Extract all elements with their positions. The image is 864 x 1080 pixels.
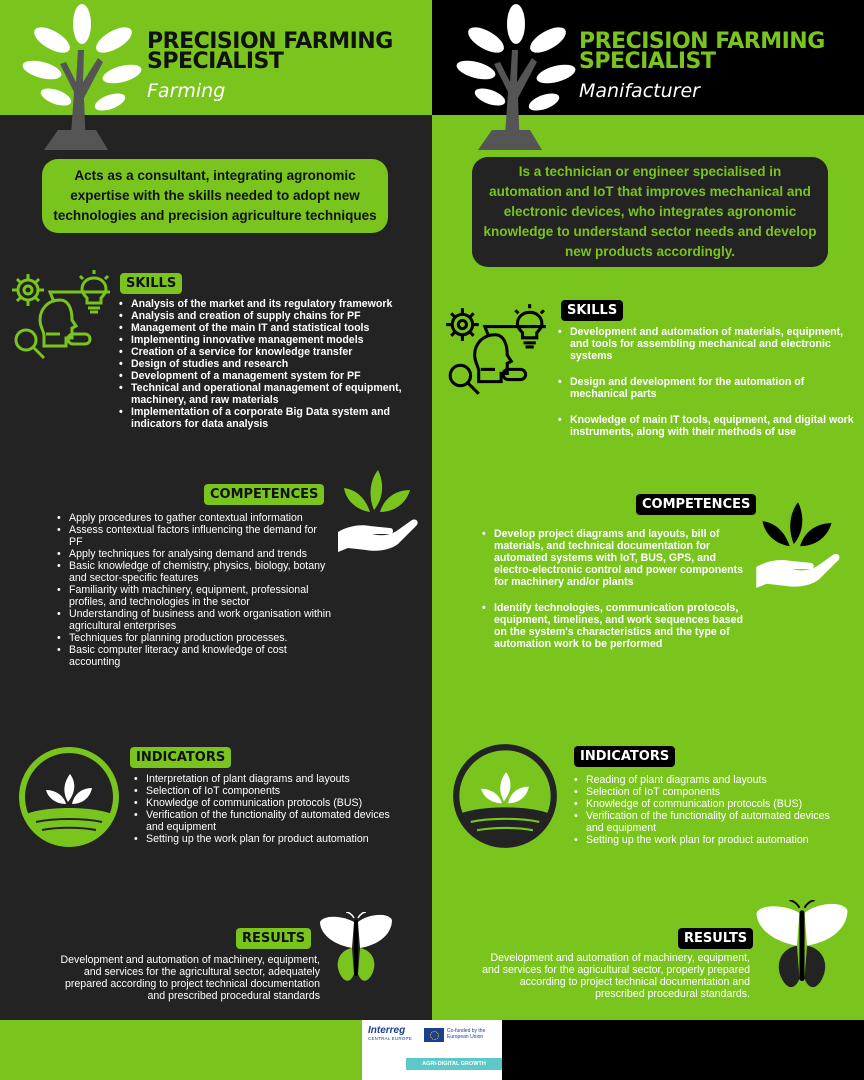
left-indicators-label: INDICATORS	[130, 747, 231, 768]
right-indicators-label: INDICATORS	[574, 746, 675, 767]
tree-logo-icon	[446, 2, 576, 150]
skills-head-gears-icon	[440, 302, 548, 396]
project-banner: AGRI-DIGITAL GROWTH	[406, 1058, 502, 1070]
left-subtitle: Farming	[147, 80, 226, 102]
left-indicators-list	[133, 773, 403, 845]
butterfly-icon	[754, 900, 850, 994]
list-item: • Develop project diagrams and layouts, bill of materials, and technical documentation for automated systems with IoT, BUS, GPS, and electro-electronic control and power components for machinery and/or plants	[481, 528, 757, 588]
right-title: PRECISION FARMING SPECIALIST	[579, 29, 825, 74]
list-item: • Verification of the functionality of automated devices and equipment	[133, 809, 403, 833]
list-item: • Basic computer literacy and knowledge of cost accounting	[56, 644, 332, 668]
list-item: • Basic knowledge of chemistry, physics, biology, botany and sector-specific features	[56, 560, 332, 584]
list-item: • Selection of IoT components	[573, 786, 843, 798]
list-item: • Management of the main IT and statistical tools	[118, 322, 418, 334]
list-item: • Development and automation of materials, equipment, and tools for assembling mechanical and electronic systems	[557, 326, 857, 362]
list-item: • Implementation of a corporate Big Data system and indicators for data analysis	[118, 406, 418, 430]
list-item: • Creation of a service for knowledge transfer	[118, 346, 418, 358]
list-item: • Design and development for the automation of mechanical parts	[557, 376, 857, 400]
right-callout: Is a technician or engineer specialised in automation and IoT that improves mechanical and electronic devices, who integrates agronomic knowledge to understand sector needs and develop new products accordingly.	[472, 157, 828, 267]
list-item: • Analysis of the market and its regulatory framework	[118, 298, 418, 310]
skills-head-gears-icon	[6, 268, 112, 360]
field-sprout-icon	[450, 741, 560, 851]
list-item: • Familiarity with machinery, equipment, professional profiles, and technologies in the sector	[56, 584, 332, 608]
list-item: • Setting up the work plan for product automation	[133, 833, 403, 845]
interreg-logo: Interreg CENTRAL EUROPE	[368, 1025, 412, 1041]
right-skills-label: SKILLS	[561, 300, 623, 321]
footer-bg-left	[0, 1020, 362, 1080]
right-results-text: Development and automation of machinery, equipment, and services for the agricultural sector, properly prepared according to project technical documentation and prescribed procedural standards.	[482, 952, 750, 1000]
right-skills-list	[557, 326, 857, 452]
list-item: • Design of studies and research	[118, 358, 418, 370]
right-subtitle: Manifacturer	[579, 80, 700, 102]
list-item: • Verification of the functionality of automated devices and equipment	[573, 810, 843, 834]
list-item: • Knowledge of main IT tools, equipment, and digital work instruments, along with their methods of use	[557, 414, 857, 438]
list-item: • Selection of IoT components	[133, 785, 403, 797]
right-competences-list	[481, 528, 757, 664]
hand-plant-icon	[752, 496, 842, 590]
left-title: PRECISION FARMING SPECIALIST	[147, 29, 393, 74]
list-item: • Reading of plant diagrams and layouts	[573, 774, 843, 786]
list-item: • Interpretation of plant diagrams and layouts	[133, 773, 403, 785]
list-item: • Assess contextual factors influencing the demand for PF	[56, 524, 332, 548]
list-item: • Understanding of business and work organisation within agricultural enterprises	[56, 608, 332, 632]
list-item: • Analysis and creation of supply chains for PF	[118, 310, 418, 322]
list-item: • Technical and operational management of equipment, machinery, and raw materials	[118, 382, 418, 406]
list-item: • Apply procedures to gather contextual information	[56, 512, 332, 524]
left-skills-list	[118, 298, 418, 430]
list-item: • Implementing innovative management models	[118, 334, 418, 346]
right-results-label: RESULTS	[678, 928, 753, 949]
list-item: • Knowledge of communication protocols (BUS)	[573, 798, 843, 810]
field-sprout-icon	[16, 744, 122, 850]
hand-plant-icon	[334, 464, 420, 554]
footer-bg-right	[502, 1020, 864, 1080]
footer-logo-panel	[362, 1020, 502, 1080]
left-callout: Acts as a consultant, integrating agronomic expertise with the skills needed to adopt new technologies and precision agriculture techniques	[42, 159, 388, 233]
list-item: • Apply techniques for analysing demand and trends	[56, 548, 332, 560]
list-item: • Development of a management system for PF	[118, 370, 418, 382]
list-item: • Techniques for planning production processes.	[56, 632, 332, 644]
butterfly-icon	[318, 912, 394, 986]
right-competences-label: COMPETENCES	[636, 494, 756, 515]
list-item: • Setting up the work plan for product automation	[573, 834, 843, 846]
left-results-label: RESULTS	[236, 928, 311, 949]
eu-flag-icon	[424, 1028, 444, 1042]
left-skills-label: SKILLS	[120, 273, 182, 294]
tree-logo-icon	[12, 2, 142, 150]
left-competences-label: COMPETENCES	[204, 484, 324, 505]
cofunded-text: Co-funded by the European Union	[447, 1028, 486, 1040]
list-item: • Knowledge of communication protocols (BUS)	[133, 797, 403, 809]
left-results-text: Development and automation of machinery, equipment, and services for the agricultural sector, adequately prepared according to project technical documentation and prescribed procedural standards	[60, 954, 320, 1002]
left-competences-list	[56, 512, 332, 668]
list-item: • Identify technologies, communication protocols, equipment, timelines, and work sequences based on the system's characteristics and the type of automation work to be performed	[481, 602, 757, 650]
right-indicators-list	[573, 774, 843, 846]
